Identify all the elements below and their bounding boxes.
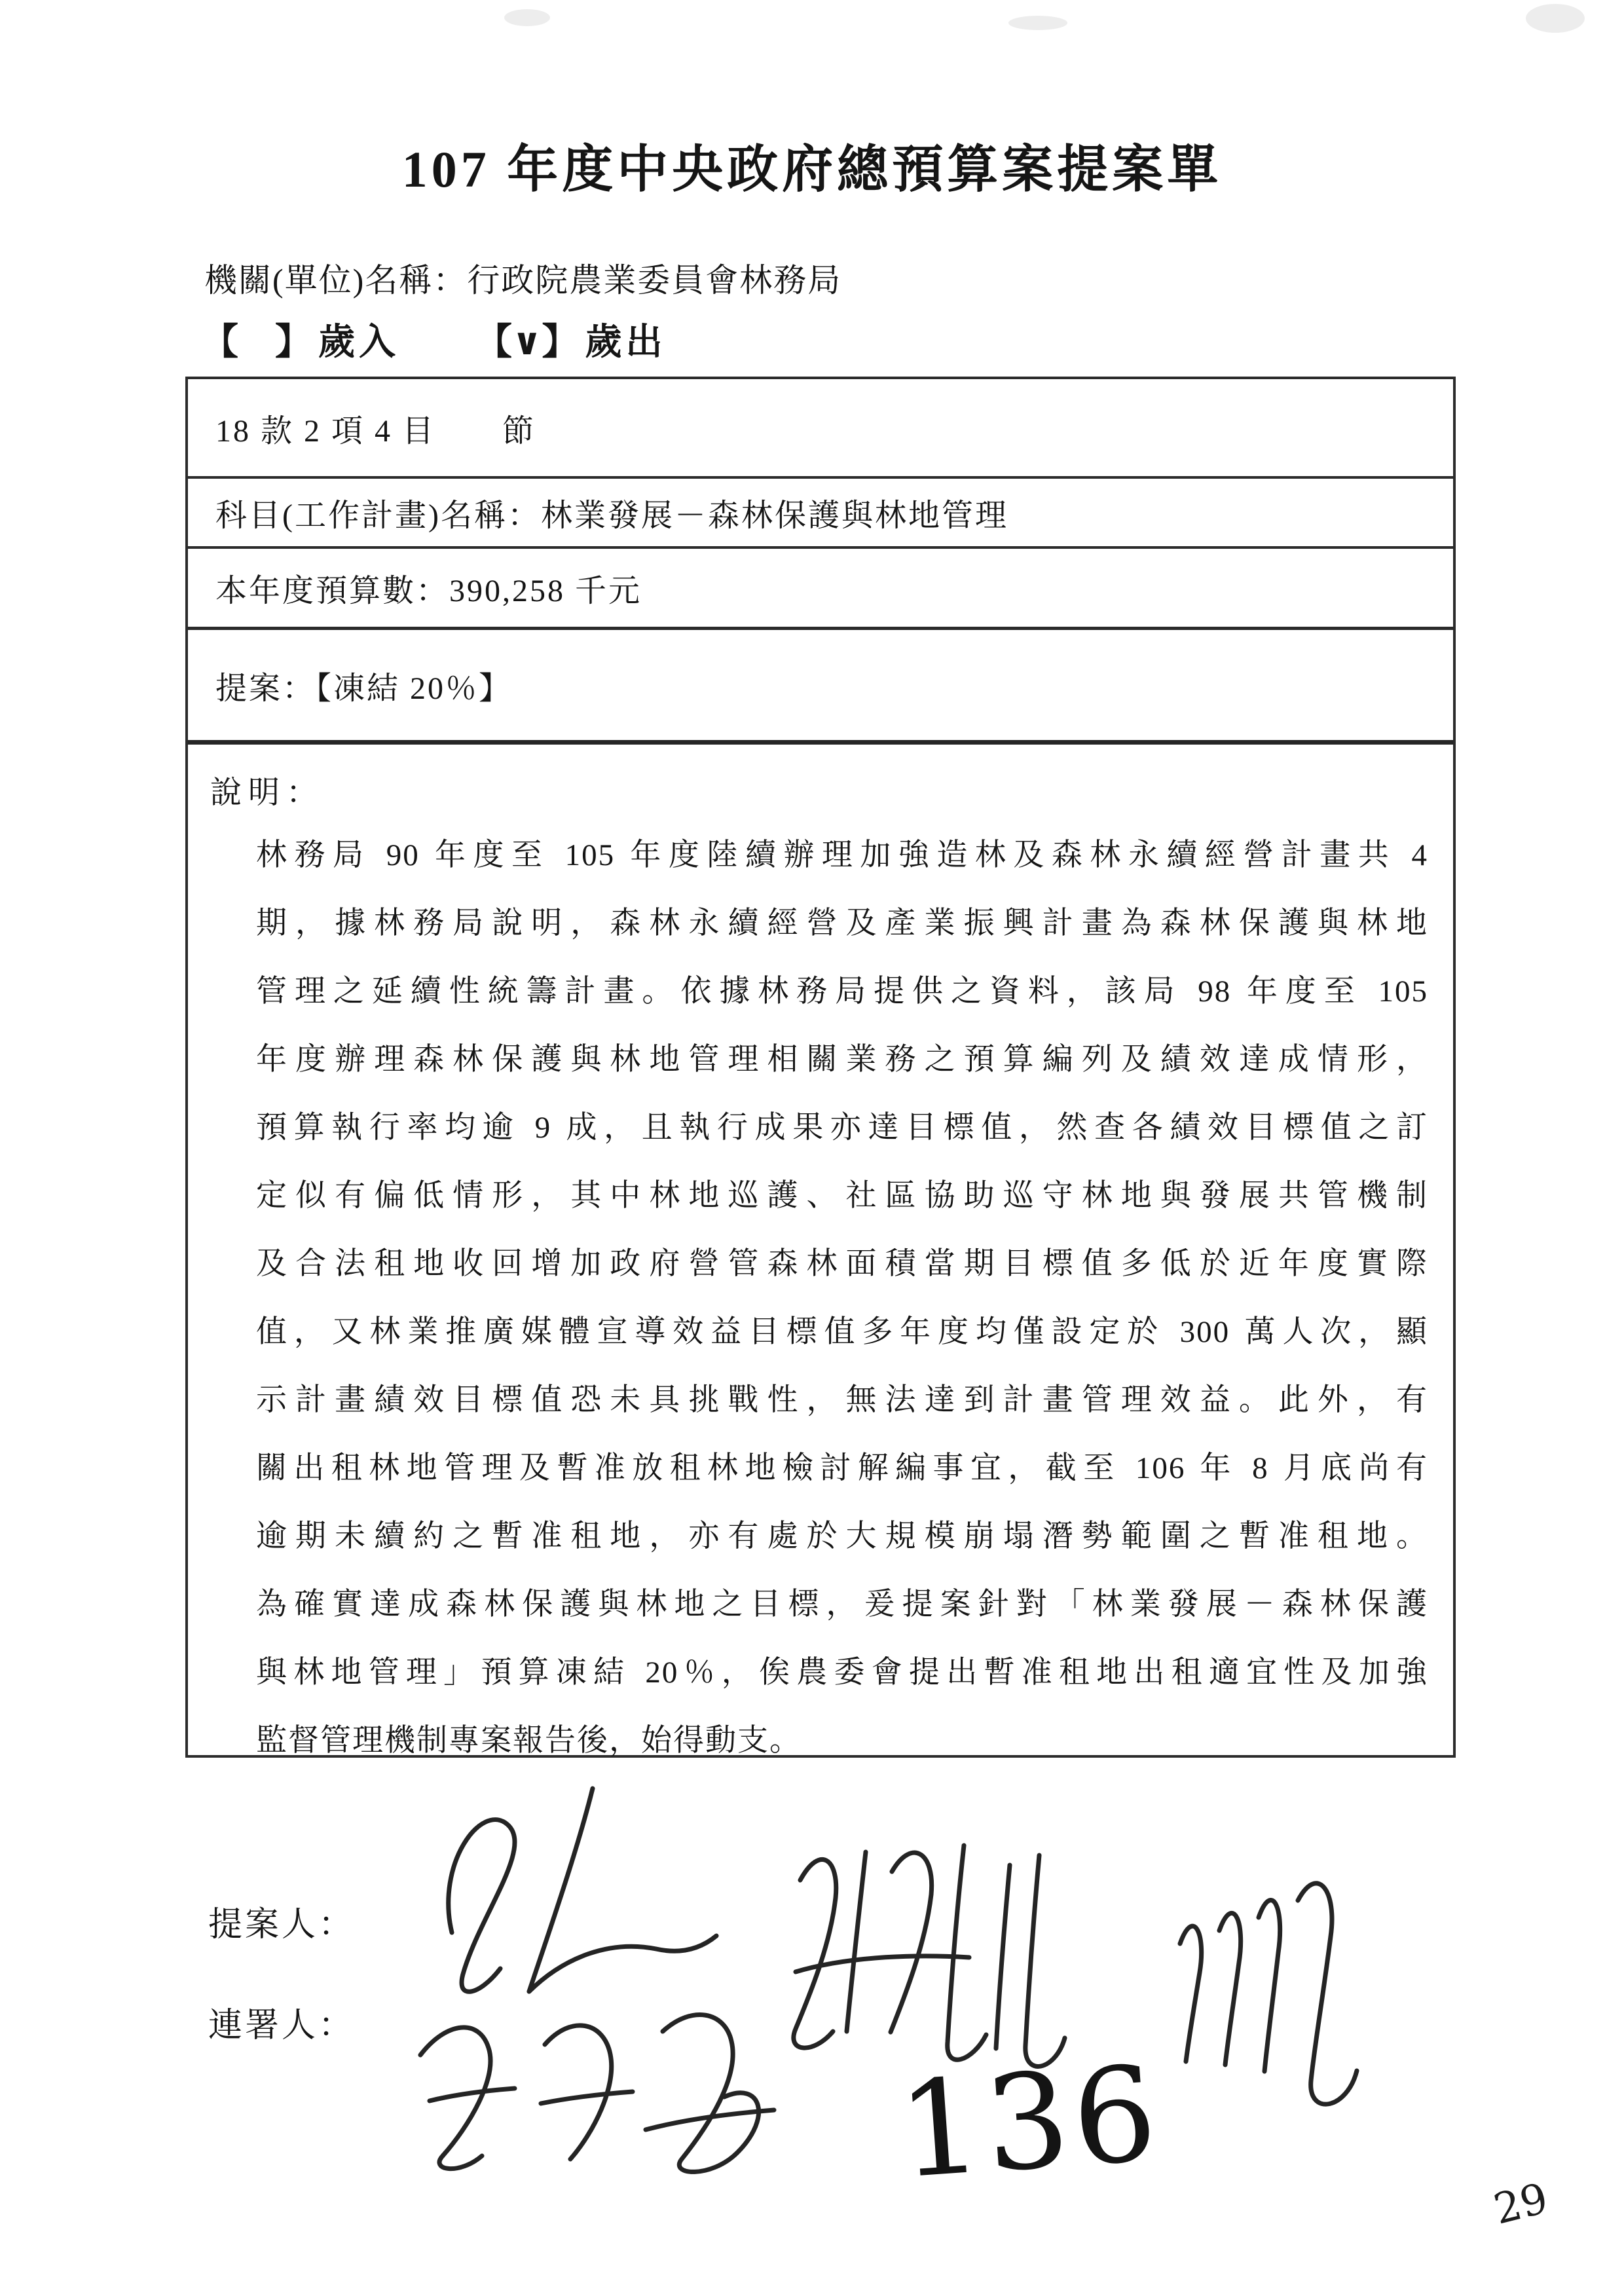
description-paragraph — [256, 821, 1428, 1775]
description-line: 與林地管理」預算凍結 20％，俟農委會提出暫准租地出租適宜性及加強 — [256, 1656, 1428, 1690]
revenue-checkbox-box: 【 】 — [202, 322, 312, 363]
description-label: 說明： — [210, 775, 325, 810]
proposer-signature — [449, 1788, 716, 1991]
description-row — [188, 740, 1453, 1758]
proposal-row: 提案：【凍結 20％】 — [188, 627, 1453, 740]
description-line: 關出租林地管理及暫准放租林地檢討解編事宜，截至 106 年 8 月底尚有 — [256, 1451, 1428, 1485]
description-line: 預算執行率均逾 9 成，且執行成果亦達目標值，然查各績效目標值之訂 — [256, 1111, 1428, 1145]
description-line: 示計畫績效目標值恐未具挑戰性，無法達到計畫管理效益。此外，有 — [256, 1383, 1428, 1417]
description-line: 定似有偏低情形，其中林地巡護、社區協助巡守林地與發展共管機制 — [256, 1179, 1428, 1213]
description-line: 期，據林務局說明，森林永續經營及產業振興計畫為森林保護與林地 — [256, 906, 1428, 940]
agency-value: 行政院農業委員會林務局 — [467, 262, 842, 299]
expenditure-checkbox — [475, 313, 666, 365]
expenditure-checkbox-box: 【∨】 — [475, 322, 579, 363]
cosigner-label: 連署人： — [208, 2007, 356, 2045]
description-line: 值，又林業推廣媒體宣導效益目標值多年度均僅設定於 300 萬人次，顯 — [256, 1315, 1428, 1349]
proposal-table — [185, 377, 1456, 1758]
page-number: 29 — [1489, 2174, 1553, 2234]
description-line: 為確實達成森林保護與林地之目標，爰提案針對「林業發展－森林保護 — [256, 1587, 1428, 1621]
budget-amount-row: 本年度預算數：390,258 千元 — [188, 546, 1453, 627]
description-line: 管理之延續性統籌計畫。依據林務局提供之資料，該局 98 年度至 105 — [256, 974, 1428, 1009]
description-line: 逾期未續約之暫准租地，亦有處於大規模崩塌潛勢範圍之暫准租地。 — [256, 1519, 1428, 1553]
agency-line — [204, 254, 841, 301]
revenue-checkbox — [202, 313, 399, 365]
handwritten-signatures — [314, 1772, 1388, 2208]
revenue-label: 歲入 — [318, 322, 399, 363]
proposer-label: 提案人： — [208, 1906, 356, 1944]
budget-type-row — [202, 313, 666, 365]
handwritten-number: 136 — [893, 2037, 1166, 2208]
scan-artifact — [1526, 4, 1585, 33]
description-line: 林務局 90 年度至 105 年度陸續辦理加強造林及森林永續經營計畫共 4 — [256, 838, 1428, 872]
agency-label: 機關(單位)名稱： — [204, 262, 468, 299]
budget-code-row: 18 款 2 項 4 目 節 — [215, 413, 536, 449]
page-title: 107 年度中央政府總預算案提案單 — [401, 141, 1223, 198]
signature-middle — [794, 1845, 1065, 2066]
scan-artifact — [504, 9, 550, 26]
description-line: 年度辦理森林保護與林地管理相關業務之預算編列及績效達成情形， — [256, 1043, 1428, 1077]
expenditure-label: 歲出 — [585, 322, 667, 363]
subject-row: 科目(工作計畫)名稱：林業發展－森林保護與林地管理 — [188, 476, 1453, 546]
description-line: 及合法租地收回增加政府營管森林面積當期目標值多低於近年度實際 — [256, 1247, 1428, 1281]
scan-artifact — [1008, 16, 1067, 30]
cosigner-signature — [420, 2015, 774, 2172]
signature-right — [1180, 1883, 1357, 2104]
description-line: 監督管理機制專案報告後，始得動支。 — [256, 1724, 802, 1758]
